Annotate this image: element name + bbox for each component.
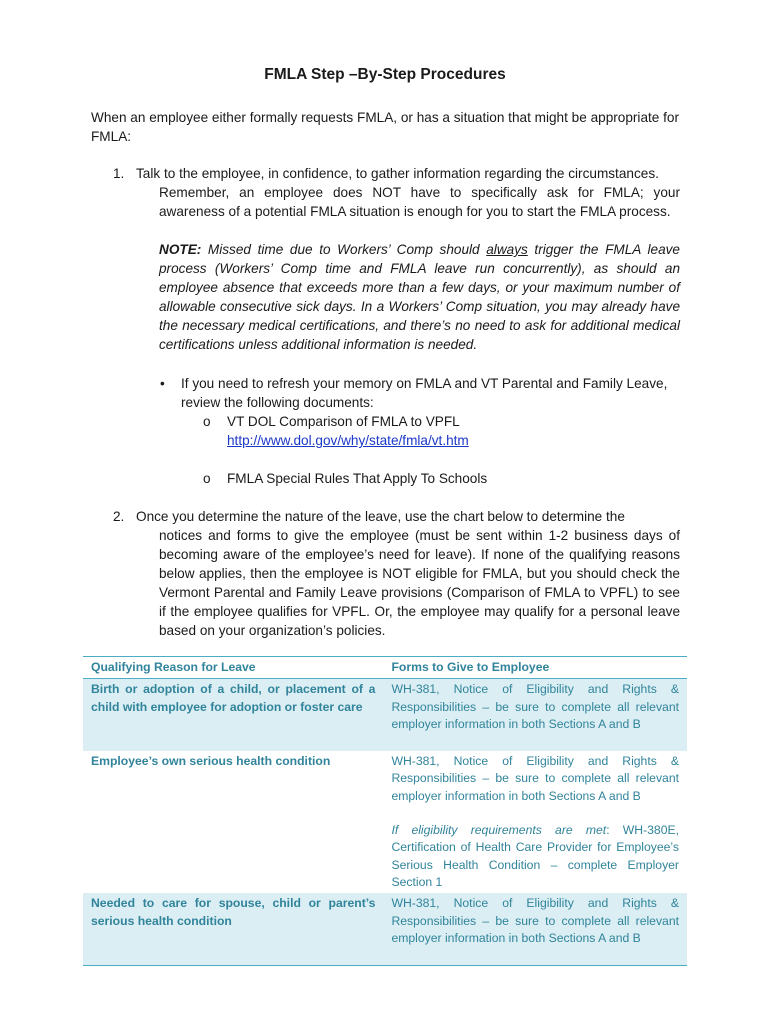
page-title: FMLA Step –By-Step Procedures bbox=[264, 66, 506, 83]
row-forms bbox=[383, 751, 687, 893]
row-forms: WH-381, Notice of Eligibility and Rights & Responsibilities – be sure to complete all relevant employer information in both Sections A and B bbox=[383, 679, 687, 751]
table-row bbox=[83, 751, 687, 893]
step-1-note bbox=[159, 240, 680, 354]
step-2-text: notices and forms to give the employee (must be sent within 1-2 business days of becoming aware of the employee’s need for leave). If none of the qualifying reasons below applies, then the employee is NOT eligible for FMLA, but you should check the Vermont Parental and Family Leave provisions (Comparison of FMLA to VPFL) to see if the employee qualifies for VPFL. Or, the employee may qualify for a personal leave based on your organization’s policies. bbox=[159, 528, 680, 638]
bullet-refresh-text: If you need to refresh your memory on FMLA and VT Parental and Family Leave, review the following documents: bbox=[181, 376, 668, 410]
header-forms: Forms to Give to Employee bbox=[383, 657, 687, 679]
vt-dol-link[interactable]: http://www.dol.gov/why/state/fmla/vt.htm bbox=[227, 433, 469, 448]
row-reason: Birth or adoption of a child, or placement of a child with employee for adoption or foster care bbox=[83, 679, 383, 751]
table-header-row bbox=[83, 657, 687, 679]
row-forms: WH-381, Notice of Eligibility and Rights & Responsibilities – be sure to complete all relevant employer information in both Sections A and B bbox=[383, 893, 687, 965]
step-1-text: Remember, an employee does NOT have to specifically ask for FMLA; your awareness of a potential FMLA situation is enough for you to start the FMLA process. bbox=[159, 185, 680, 219]
row-forms-extra bbox=[391, 822, 679, 891]
eligibility-condition: If eligibility requirements are met bbox=[391, 823, 607, 838]
note-emphasis: always bbox=[486, 242, 528, 257]
bullet-dot: • bbox=[160, 376, 165, 391]
step-1-number: 1. bbox=[113, 166, 125, 181]
step-2-number: 2. bbox=[113, 509, 125, 524]
note-text-post: trigger the FMLA leave process (Workers’ Comp time and FMLA leave run concurrently), as should an employee absence that exceeds more than a few days, or your maximum number of allowable consecutive sick days. In a Workers’ Comp situation, you may already have the necessary medical certifications, and there’s no need to ask for additional medical certifications unless additional information is needed. bbox=[159, 242, 680, 352]
step-2-first-line: Once you determine the nature of the leave, use the chart below to determine the bbox=[136, 509, 625, 524]
table-row bbox=[83, 679, 687, 751]
row-reason: Needed to care for spouse, child or parent’s serious health condition bbox=[83, 893, 383, 965]
row-reason: Employee’s own serious health condition bbox=[91, 754, 331, 769]
eligibility-form: : WH-380E, Certification of Health Care Provider for Employee’s Serious Health Condition – complete Employer Section 1 bbox=[391, 823, 679, 889]
sub-item-special-rules: FMLA Special Rules That Apply To Schools bbox=[227, 471, 488, 486]
sub-bullet-circle-1: o bbox=[203, 414, 211, 429]
header-reason: Qualifying Reason for Leave bbox=[83, 657, 383, 679]
sub-item-vt-dol: VT DOL Comparison of FMLA to VPFL bbox=[227, 414, 460, 429]
step-1-first-line: Talk to the employee, in confidence, to gather information regarding the circumstances. bbox=[136, 166, 659, 181]
forms-table bbox=[83, 656, 687, 966]
note-label: NOTE: bbox=[159, 242, 202, 257]
note-text-pre: Missed time due to Workers’ Comp should bbox=[201, 242, 487, 257]
row-forms-main: WH-381, Notice of Eligibility and Rights & Responsibilities – be sure to complete all relevant employer information in both Sections A and B bbox=[391, 754, 679, 803]
intro-paragraph: When an employee either formally requests FMLA, or has a situation that might be appropriate for FMLA: bbox=[91, 110, 679, 144]
table-row bbox=[83, 893, 687, 965]
sub-bullet-circle-2: o bbox=[203, 471, 211, 486]
